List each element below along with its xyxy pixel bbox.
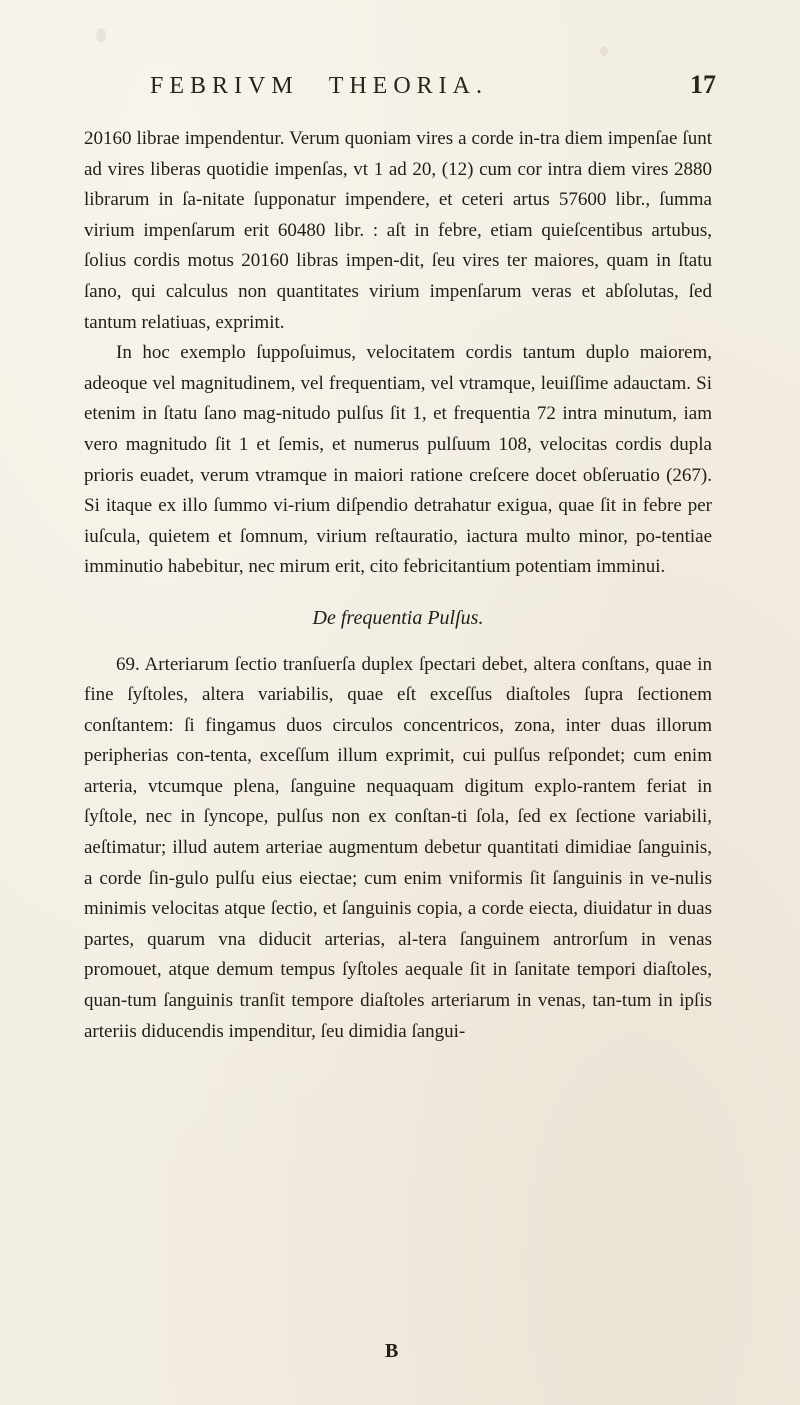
section-paragraph: 69. Arteriarum ſectio tranſuerſa duplex ſpectari debet, altera conſtans, quae in fine ſyſtoles, altera variabilis, quae eſt exceſſus diaſtoles ſupra ſectionem conſtantem: ſi fingamus duos circulos concentricos, zona, inter duas illorum peripherias con-tenta, exceſſum illum exprimit, cui pulſus reſpondet; cum enim arteria, vtcumque plena, ſanguine nequaquam digitum explo-rantem feriat in ſyſtole, nec in ſyncope, pulſus non ex conſtan-ti ſola, ſed ex ſectione variabili, aeſtimatur; illud autem arteriae augmentum debetur quantitati dimidiae ſanguinis, a corde ſin-gulo pulſu eius eiectae; cum enim vniformis ſit ſanguinis in ve-nulis minimis velocitas atque ſectio, et ſanguinis copia, a corde eiecta, diuidatur in duas partes, quarum vna diducit arterias, al-tera ſanguinem antrorſum in venas promouet, atque demum tempus ſyſtoles aequale ſit in ſanitate tempori diaſtoles, quan-tum ſanguinis tranſit tempore diaſtoles arteriarum in venas, tan-tum in ipſis arteriis diducendis impenditur, ſeu dimidia ſangui- [84, 653, 712, 1042]
catchword: B [385, 1340, 399, 1362]
body-text [84, 124, 712, 1047]
paragraph-1: 20160 librae impendentur. Verum quoniam vires a corde in-tra diem impenſae ſunt ad vires liberas quotidie impenſas, vt 1 ad 20, (12) cum cor intra diem vires 2880 librarum in ſa-nitate ſupponatur impendere, et ceteri artus 57600 libr., ſumma virium impenſarum erit 60480 libr. : aſt in febre, etiam quieſcentibus artubus, ſolius cordis motus 20160 libras impen-dit, ſeu vires ter maiores, quam in ſtatu ſano, qui calculus non quantitates virium impenſarum veras et abſolutas, ſed tantum relatiuas, exprimit. [84, 128, 712, 333]
section-heading: De frequentia Pulſus. [312, 606, 484, 629]
running-title-word1: FEBRIVM [150, 73, 299, 99]
paragraph-2: In hoc exemplo ſuppoſuimus, velocitatem cordis tantum duplo maiorem, adeoque vel magnitudinem, vel frequentiam, vel vtramque, leuiſſime adauctam. Si etenim in ſtatu ſano mag-nitudo pulſus ſit 1, et frequentia 72 intra minutum, iam vero magnitudo ſit 1 et ſemis, et numerus pulſuum 108, velocitas cordis dupla prioris euadet, verum vtramque in maiori ratione creſcere docet obſeruatio (267). Si itaque ex illo ſummo vi-rium diſpendio detrahatur exigua, quae ſit in febre per iuſcula, quietem et ſomnum, virium reſtauratio, iactura multo minor, po-tentiae imminutio habebitur, nec mirum erit, cito febricitantium potentiam imminui. [84, 342, 712, 578]
running-title-word2: THEORIA. [328, 73, 489, 99]
paper-stain [600, 46, 608, 56]
page-number: 17 [690, 70, 716, 99]
running-title [150, 73, 488, 100]
paper-stain [96, 28, 106, 42]
running-head [150, 70, 716, 110]
